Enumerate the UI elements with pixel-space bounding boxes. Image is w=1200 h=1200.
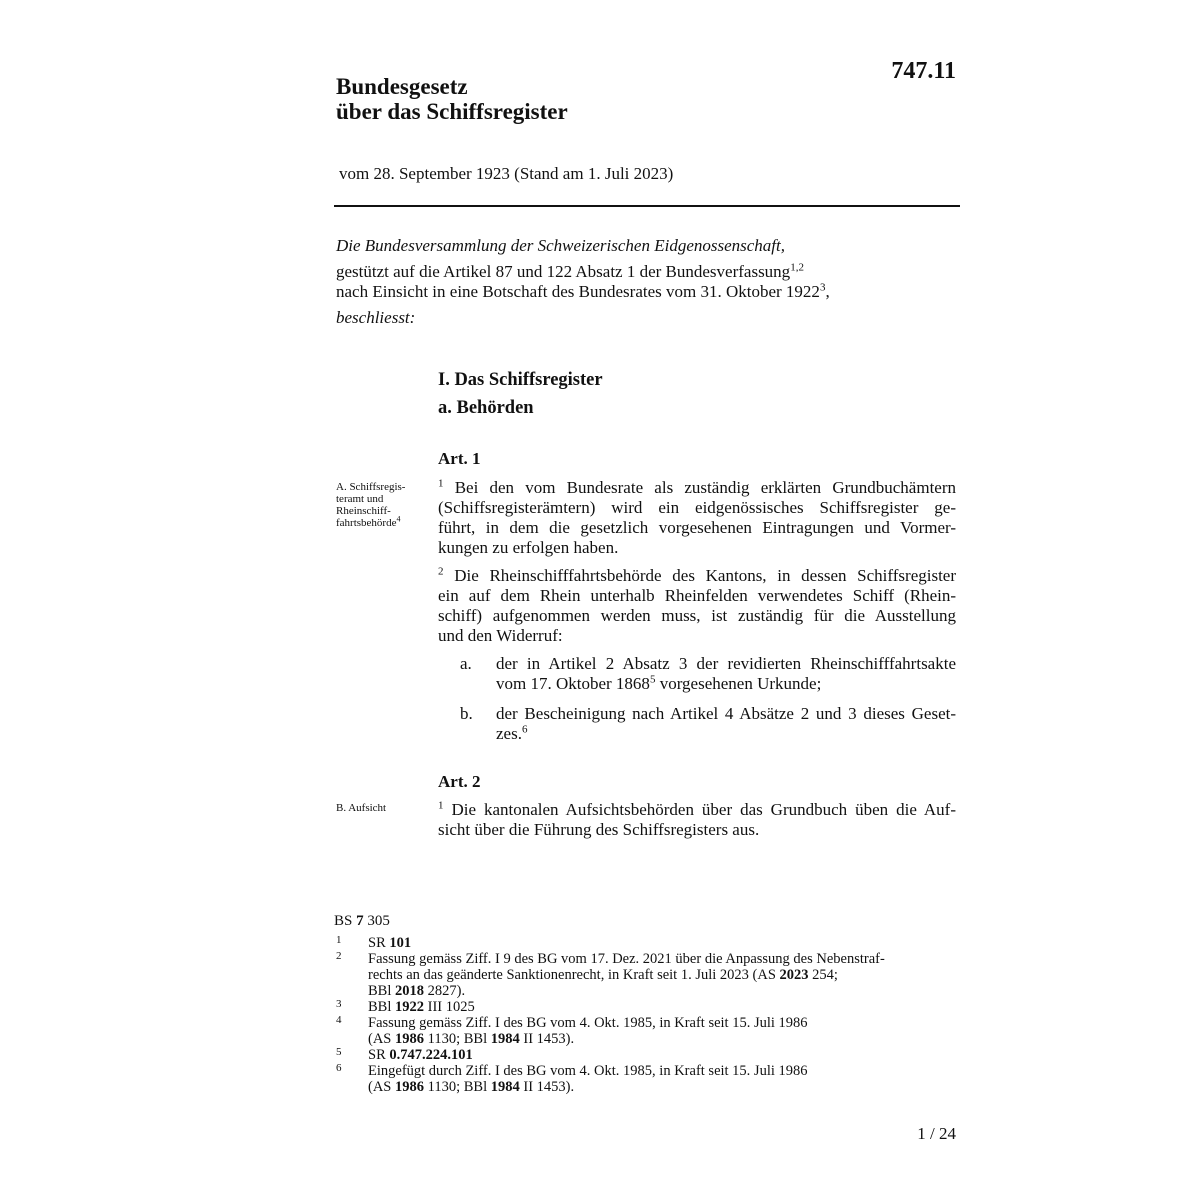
footnote-text xyxy=(368,1063,958,1095)
footnote-part-bold: 1922 xyxy=(395,999,424,1015)
margin-line xyxy=(336,514,428,529)
art-2-paragraph-1 xyxy=(438,800,956,840)
art-2-margin-note: B. Aufsicht xyxy=(336,802,387,814)
art-2-title: Art. 2 xyxy=(438,772,481,791)
paragraph-number: 1 xyxy=(438,477,444,490)
footnote-text xyxy=(368,1047,958,1063)
paragraph-number: 1 xyxy=(438,799,444,812)
margin-line: A. Schiffsregis- xyxy=(336,481,406,493)
art-1-paragraph-2 xyxy=(438,566,956,646)
paragraph-number: 2 xyxy=(438,565,444,578)
footnote-part: (AS xyxy=(368,1031,395,1047)
law-title xyxy=(336,74,568,124)
paragraph-line-text: Die Rheinschifffahrtsbehörde des Kantons, in dessen Schiffsregister xyxy=(454,566,957,585)
footnote-text xyxy=(368,935,958,951)
subsection-heading: a. Behörden xyxy=(438,398,534,418)
section-heading: I. Das Schiffsregister xyxy=(438,370,603,390)
footnote-part: (AS xyxy=(368,1079,395,1095)
footnote-ref-1-2[interactable]: 1,2 xyxy=(790,261,804,274)
list-text xyxy=(496,704,956,744)
footnote-number: 1 xyxy=(336,934,342,946)
list-line: der Bescheinigung nach Artikel 4 Absätze 2 und 3 dieses Geset- xyxy=(496,704,956,723)
preamble-basis xyxy=(336,262,962,282)
title-line-2: über das Schiffsregister xyxy=(336,99,568,124)
footnote-number: 6 xyxy=(336,1062,342,1074)
footnote-line: Fassung gemäss Ziff. I des BG vom 4. Okt. 1985, in Kraft seit 15. Juli 1986 xyxy=(368,1015,808,1031)
footnote-part: 2827). xyxy=(424,983,466,999)
footnote-5 xyxy=(336,1047,956,1063)
paragraph-line: führt, in dem die gesetzlich vorgesehenen Eintragungen und Vormer- xyxy=(438,518,956,537)
footnote-part: II 1453). xyxy=(519,1079,575,1095)
art-1-paragraph-1 xyxy=(438,478,956,558)
footnote-part-bold: 2018 xyxy=(395,983,424,999)
footnote-part-bold: 1984 xyxy=(490,1031,520,1047)
list-label: a. xyxy=(460,654,472,673)
footnote-part: 1130; BBl xyxy=(424,1079,491,1095)
footnote-number: 2 xyxy=(336,950,342,962)
preamble-message xyxy=(336,282,962,302)
art-1-title: Art. 1 xyxy=(438,449,481,468)
footnote-part: III 1025 xyxy=(424,999,475,1015)
list-text xyxy=(496,654,956,694)
list-line-text: zes. xyxy=(496,724,522,743)
list-label: b. xyxy=(460,704,473,723)
footnote-part: SR xyxy=(368,935,390,951)
footnote-part: II 1453). xyxy=(519,1031,575,1047)
sr-number: 747.11 xyxy=(891,58,956,84)
art-1-item-b xyxy=(460,704,956,746)
list-line-end: vorgesehenen Urkunde; xyxy=(655,674,822,693)
footnote-text xyxy=(368,951,958,999)
margin-line: teramt und xyxy=(336,493,384,505)
preamble-message-text: nach Einsicht in eine Botschaft des Bundesrates vom 31. Oktober 1922 xyxy=(336,282,820,301)
footnote-part-bold: 1984 xyxy=(490,1079,520,1095)
art-1-item-a xyxy=(460,654,956,696)
footnote-part-bold: 1986 xyxy=(395,1031,424,1047)
footnote-4 xyxy=(336,1015,956,1047)
footnote-part-bold: 101 xyxy=(389,935,412,951)
preamble xyxy=(336,236,962,328)
paragraph-line xyxy=(438,800,956,820)
bs-prefix: BS xyxy=(334,913,357,929)
footnote-line: Fassung gemäss Ziff. I 9 des BG vom 17. Dez. 2021 über die Anpassung des Nebenstraf- xyxy=(368,951,885,967)
footnote-text xyxy=(368,1015,958,1047)
paragraph-line-text: Bei den vom Bundesrate als zuständig erklärten Grundbuchämtern xyxy=(454,478,957,497)
paragraph-line xyxy=(438,566,956,586)
bs-page: 305 xyxy=(363,913,390,929)
footnote-1 xyxy=(336,935,956,951)
footnote-part-bold: 0.747.224.101 xyxy=(389,1047,473,1063)
footnote-ref-4[interactable]: 4 xyxy=(396,514,401,524)
paragraph-line xyxy=(438,478,956,498)
preamble-assembly: Die Bundesversammlung der Schweizerischen Eidgenossenschaft, xyxy=(336,236,785,255)
footnote-number: 4 xyxy=(336,1014,342,1026)
paragraph-line: ein auf dem Rhein unterhalb Rheinfelden verwendetes Schiff (Rhein- xyxy=(438,586,956,605)
footnote-2 xyxy=(336,951,956,999)
paragraph-line: kungen zu erfolgen haben. xyxy=(438,538,619,557)
footnote-part: rechts an das geänderte Sanktionenrecht, in Kraft seit 1. Juli 2023 (AS xyxy=(368,967,780,983)
paragraph-line: und den Widerruf: xyxy=(438,626,563,645)
preamble-basis-text: gestützt auf die Artikel 87 und 122 Absatz 1 der Bundesverfassung xyxy=(336,262,791,281)
footnote-part: 1130; BBl xyxy=(424,1031,491,1047)
list-line xyxy=(496,674,956,694)
title-line-1: Bundesgesetz xyxy=(336,74,468,99)
law-date: vom 28. September 1923 (Stand am 1. Juli 2023) xyxy=(339,164,674,183)
bs-reference xyxy=(334,913,390,930)
footnote-number: 5 xyxy=(336,1046,342,1058)
footnote-text xyxy=(368,999,958,1015)
preamble-resolves: beschliesst: xyxy=(336,308,416,327)
footnote-line xyxy=(368,1031,958,1047)
margin-line-text: fahrtsbehörde xyxy=(336,517,397,529)
footnote-6 xyxy=(336,1063,956,1095)
paragraph-line-text: Die kantonalen Aufsichtsbehörden über das Grundbuch üben die Auf- xyxy=(451,800,956,819)
paragraph-line: schiff) aufgenommen werden muss, ist zuständig für die Ausstellung xyxy=(438,606,956,625)
paragraph-line: sicht über die Führung des Schiffsregisters aus. xyxy=(438,820,760,839)
page-number: 1 / 24 xyxy=(917,1124,956,1143)
footnote-part-bold: 2023 xyxy=(779,967,809,983)
footnote-line: Eingefügt durch Ziff. I des BG vom 4. Okt. 1985, in Kraft seit 15. Juli 1986 xyxy=(368,1063,808,1079)
footnote-part-bold: 1986 xyxy=(395,1079,424,1095)
footnote-ref-3[interactable]: 3 xyxy=(819,281,826,294)
footnote-line xyxy=(368,1079,958,1095)
list-line xyxy=(496,724,956,744)
paragraph-line: (Schiffsregisterämtern) wird ein eidgenössisches Schiffsregister ge- xyxy=(438,498,956,517)
footnote-number: 3 xyxy=(336,998,342,1010)
footnote-part: BBl xyxy=(368,999,395,1015)
margin-line: Rheinschiff- xyxy=(336,505,391,517)
footnote-ref-5[interactable]: 5 xyxy=(649,673,656,686)
footnote-3 xyxy=(336,999,956,1015)
art-1-margin-note xyxy=(336,481,428,529)
footnote-line xyxy=(368,983,958,999)
footnote-ref-6[interactable]: 6 xyxy=(521,723,528,736)
footnote-part: BBl xyxy=(368,983,395,999)
footnote-line xyxy=(368,967,958,983)
bs-volume: 7 xyxy=(356,913,364,929)
preamble-message-end: , xyxy=(825,282,830,301)
header-divider xyxy=(334,205,960,207)
list-line-text: vom 17. Oktober 1868 xyxy=(496,674,650,693)
footnote-part: 254; xyxy=(808,967,838,983)
footnote-part: SR xyxy=(368,1047,390,1063)
list-line: der in Artikel 2 Absatz 3 der revidierten Rheinschifffahrtsakte xyxy=(496,654,956,673)
